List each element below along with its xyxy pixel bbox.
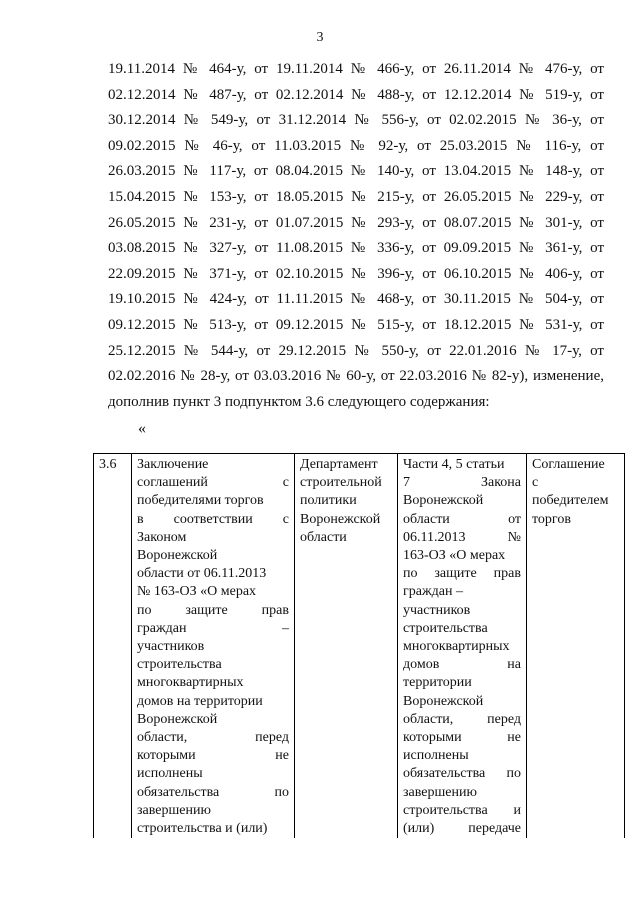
paragraph-line: 19.11.2014 № 464-у, от 19.11.2014 № 466-у, от 26.11.2014 № 476-у, от	[108, 61, 604, 77]
cell-line: строительной	[300, 475, 382, 491]
cell-line: исполнены	[403, 748, 469, 764]
cell-line: строительства и (или)	[137, 821, 268, 837]
cell-line: обязательства по	[137, 784, 289, 800]
cell-line: которыми не	[403, 730, 521, 746]
table-row	[94, 454, 625, 839]
cell-line: Воронежской	[300, 511, 381, 527]
opening-quote: «	[138, 420, 146, 437]
cell-line: участников	[403, 602, 471, 618]
cell-line: Воронежской	[137, 711, 218, 727]
paragraph-line: 09.12.2015 № 513-у, от 09.12.2015 № 515-у, от 18.12.2015 № 531-у, от	[108, 316, 604, 333]
cell-line: завершению	[137, 802, 211, 818]
paragraph-line: 26.03.2015 № 117-у, от 08.04.2015 № 140-у, от 13.04.2015 № 148-у, от	[108, 163, 604, 180]
cell-line: области от 06.11.2013	[137, 566, 267, 582]
paragraph-line: 19.10.2015 № 424-у, от 11.11.2015 № 468-у, от 30.11.2015 № 504-у, от	[108, 291, 604, 308]
paragraph-line: 26.05.2015 № 231-у, от 01.07.2015 № 293-у, от 08.07.2015 № 301-у, от	[108, 214, 604, 231]
cell-line: торгов	[532, 511, 571, 527]
cell-line: по защите прав	[137, 602, 289, 618]
cell-line: Воронежской	[403, 693, 484, 709]
cell-line: территории	[403, 675, 472, 691]
cell-line: области	[300, 529, 347, 545]
amendment-table	[93, 453, 625, 838]
paragraph-line: 15.04.2015 № 153-у, от 18.05.2015 № 215-у, от 26.05.2015 № 229-у, от	[108, 188, 604, 205]
cell-line: Департамент	[300, 457, 378, 472]
cell-line: которыми не	[137, 748, 289, 764]
cell-line: завершению	[403, 784, 477, 800]
cell-line: с	[532, 475, 539, 491]
cell-line: Соглашение	[532, 457, 605, 472]
cell-line: Законом	[137, 529, 187, 545]
cell-line: исполнены	[137, 766, 203, 782]
paragraph-line: 03.08.2015 № 327-у, от 11.08.2015 № 336-у, от 09.09.2015 № 361-у, от	[108, 240, 604, 257]
body-paragraph	[108, 57, 604, 415]
cell-line: победителями торгов	[137, 493, 264, 509]
cell-line: (или) передаче	[403, 821, 521, 837]
legal-basis-cell	[398, 454, 527, 839]
cell-line: области, перед	[137, 730, 289, 746]
cell-line: Воронежской	[403, 493, 484, 509]
cell-line: строительства и	[403, 802, 521, 818]
cell-line: строительства	[137, 657, 222, 673]
cell-line: многоквартирных	[137, 675, 244, 691]
cell-line: Воронежской	[137, 548, 218, 564]
cell-line: победителем	[532, 493, 609, 509]
cell-line: Части 4, 5 статьи	[403, 457, 505, 472]
cell-line: обязательства по	[403, 766, 521, 782]
cell-line: политики	[300, 493, 357, 509]
cell-line: Заключение	[137, 457, 209, 472]
paragraph-line: 02.02.2016 № 28-у, от 03.03.2016 № 60-у, от 22.03.2016 № 82-у), изменение,	[108, 368, 604, 385]
cell-line: домов на	[403, 657, 521, 673]
paragraph-line: 09.02.2015 № 46-у, от 11.03.2015 № 92-у, от 25.03.2015 № 116-у, от	[108, 137, 604, 154]
cell-line: участников	[137, 639, 205, 655]
cell-line: соглашений с	[137, 475, 289, 491]
cell-line: граждан –	[403, 584, 463, 600]
result-cell	[527, 454, 625, 839]
paragraph-line: дополнив пункт 3 подпунктом 3.6 следующего содержания:	[108, 393, 490, 410]
paragraph-line: 22.09.2015 № 371-у, от 02.10.2015 № 396-у, от 06.10.2015 № 406-у, от	[108, 265, 604, 282]
cell-line: 163-ОЗ «О мерах	[403, 548, 506, 564]
cell-line: граждан –	[137, 620, 289, 636]
cell-line: строительства	[403, 620, 488, 636]
cell-line: домов на территории	[137, 693, 263, 709]
responsible-cell	[295, 454, 398, 839]
page-number: 3	[316, 30, 324, 45]
paragraph-line: 30.12.2014 № 549-у, от 31.12.2014 № 556-у, от 02.02.2015 № 36-у, от	[108, 112, 604, 129]
cell-line: многоквартирных	[403, 639, 510, 655]
row-number-cell	[94, 454, 132, 839]
paragraph-line: 25.12.2015 № 544-у, от 29.12.2015 № 550-у, от 22.01.2016 № 17-у, от	[108, 342, 604, 359]
cell-line: 7 Закона	[403, 475, 521, 491]
cell-line: по защите прав	[403, 566, 521, 582]
cell-line: № 163-ОЗ «О мерах	[137, 584, 257, 600]
row-number: 3.6	[99, 457, 117, 472]
cell-line: области от	[403, 511, 521, 527]
measure-cell	[132, 454, 295, 839]
cell-line: 06.11.2013 №	[403, 529, 521, 545]
cell-line: области, перед	[403, 711, 521, 727]
paragraph-line: 02.12.2014 № 487-у, от 02.12.2014 № 488-у, от 12.12.2014 № 519-у, от	[108, 86, 604, 103]
cell-line: в соответствии с	[137, 511, 289, 527]
